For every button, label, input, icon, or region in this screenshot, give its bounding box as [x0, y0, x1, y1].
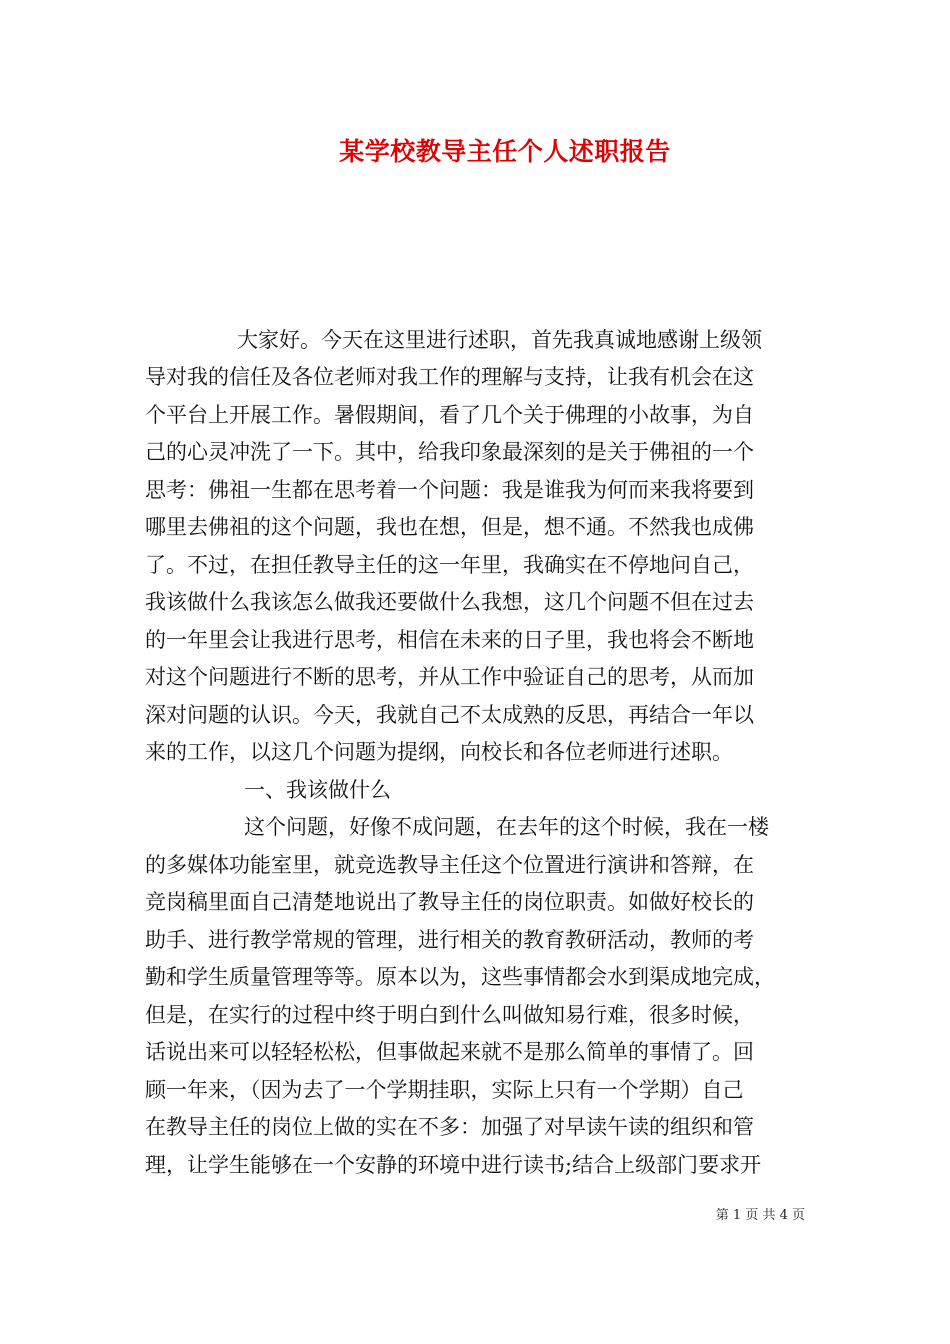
text-line: 话说出来可以轻轻松松，但事做起来就不是那么简单的事情了。回 [145, 1040, 754, 1064]
text-line: 我该做什么我该怎么做我还要做什么我想，这几个问题不但在过去 [145, 590, 754, 614]
text-line: 这个问题，好像不成问题，在去年的这个时候，我在一楼 [244, 815, 769, 839]
document-title: 某学校教导主任个人述职报告 [339, 137, 671, 166]
text-line: 来的工作，以这几个问题为提纲，向校长和各位老师进行述职。 [145, 740, 733, 764]
text-line: 助手、进行教学常规的管理，进行相关的教育教研活动，教师的考 [145, 928, 754, 952]
text-line: 理，让学生能够在一个安静的环境中进行读书;结合上级部门要求开 [145, 1153, 762, 1177]
text-line: 导对我的信任及各位老师对我工作的理解与支持，让我有机会在这 [145, 365, 754, 389]
text-line: 勤和学生质量管理等等。原本以为，这些事情都会水到渠成地完成， [145, 965, 775, 989]
text-line: 己的心灵冲洗了一下。其中，给我印象最深刻的是关于佛祖的一个 [145, 440, 754, 464]
text-line: 对这个问题进行不断的思考，并从工作中验证自己的思考，从而加 [145, 665, 754, 689]
section-heading: 一、我该做什么 [244, 778, 391, 802]
page-number: 第 1 页 共 4 页 [715, 1208, 805, 1223]
text-line: 在教导主任的岗位上做的实在不多：加强了对早读午读的组织和管 [145, 1115, 754, 1139]
text-line: 但是，在实行的过程中终于明白到什么叫做知易行难，很多时候， [145, 1003, 754, 1027]
text-line: 深对问题的认识。今天，我就自己不太成熟的反思，再结合一年以 [145, 703, 754, 727]
text-line: 哪里去佛祖的这个问题，我也在想，但是，想不通。不然我也成佛 [145, 515, 754, 539]
text-line: 的多媒体功能室里，就竞选教导主任这个位置进行演讲和答辩，在 [145, 853, 754, 877]
text-line: 竞岗稿里面自己清楚地说出了教导主任的岗位职责。如做好校长的 [145, 890, 754, 914]
text-line: 思考：佛祖一生都在思考着一个问题：我是谁我为何而来我将要到 [145, 478, 754, 502]
text-line: 大家好。今天在这里进行述职，首先我真诚地感谢上级领 [237, 328, 762, 352]
text-line: 的一年里会让我进行思考，相信在未来的日子里，我也将会不断地 [145, 628, 754, 652]
text-line: 了。不过，在担任教导主任的这一年里，我确实在不停地问自己， [145, 553, 754, 577]
text-line: 顾一年来，（因为去了一个学期挂职，实际上只有一个学期）自己 [145, 1078, 744, 1102]
text-line: 个平台上开展工作。暑假期间，看了几个关于佛理的小故事，为自 [145, 403, 754, 427]
